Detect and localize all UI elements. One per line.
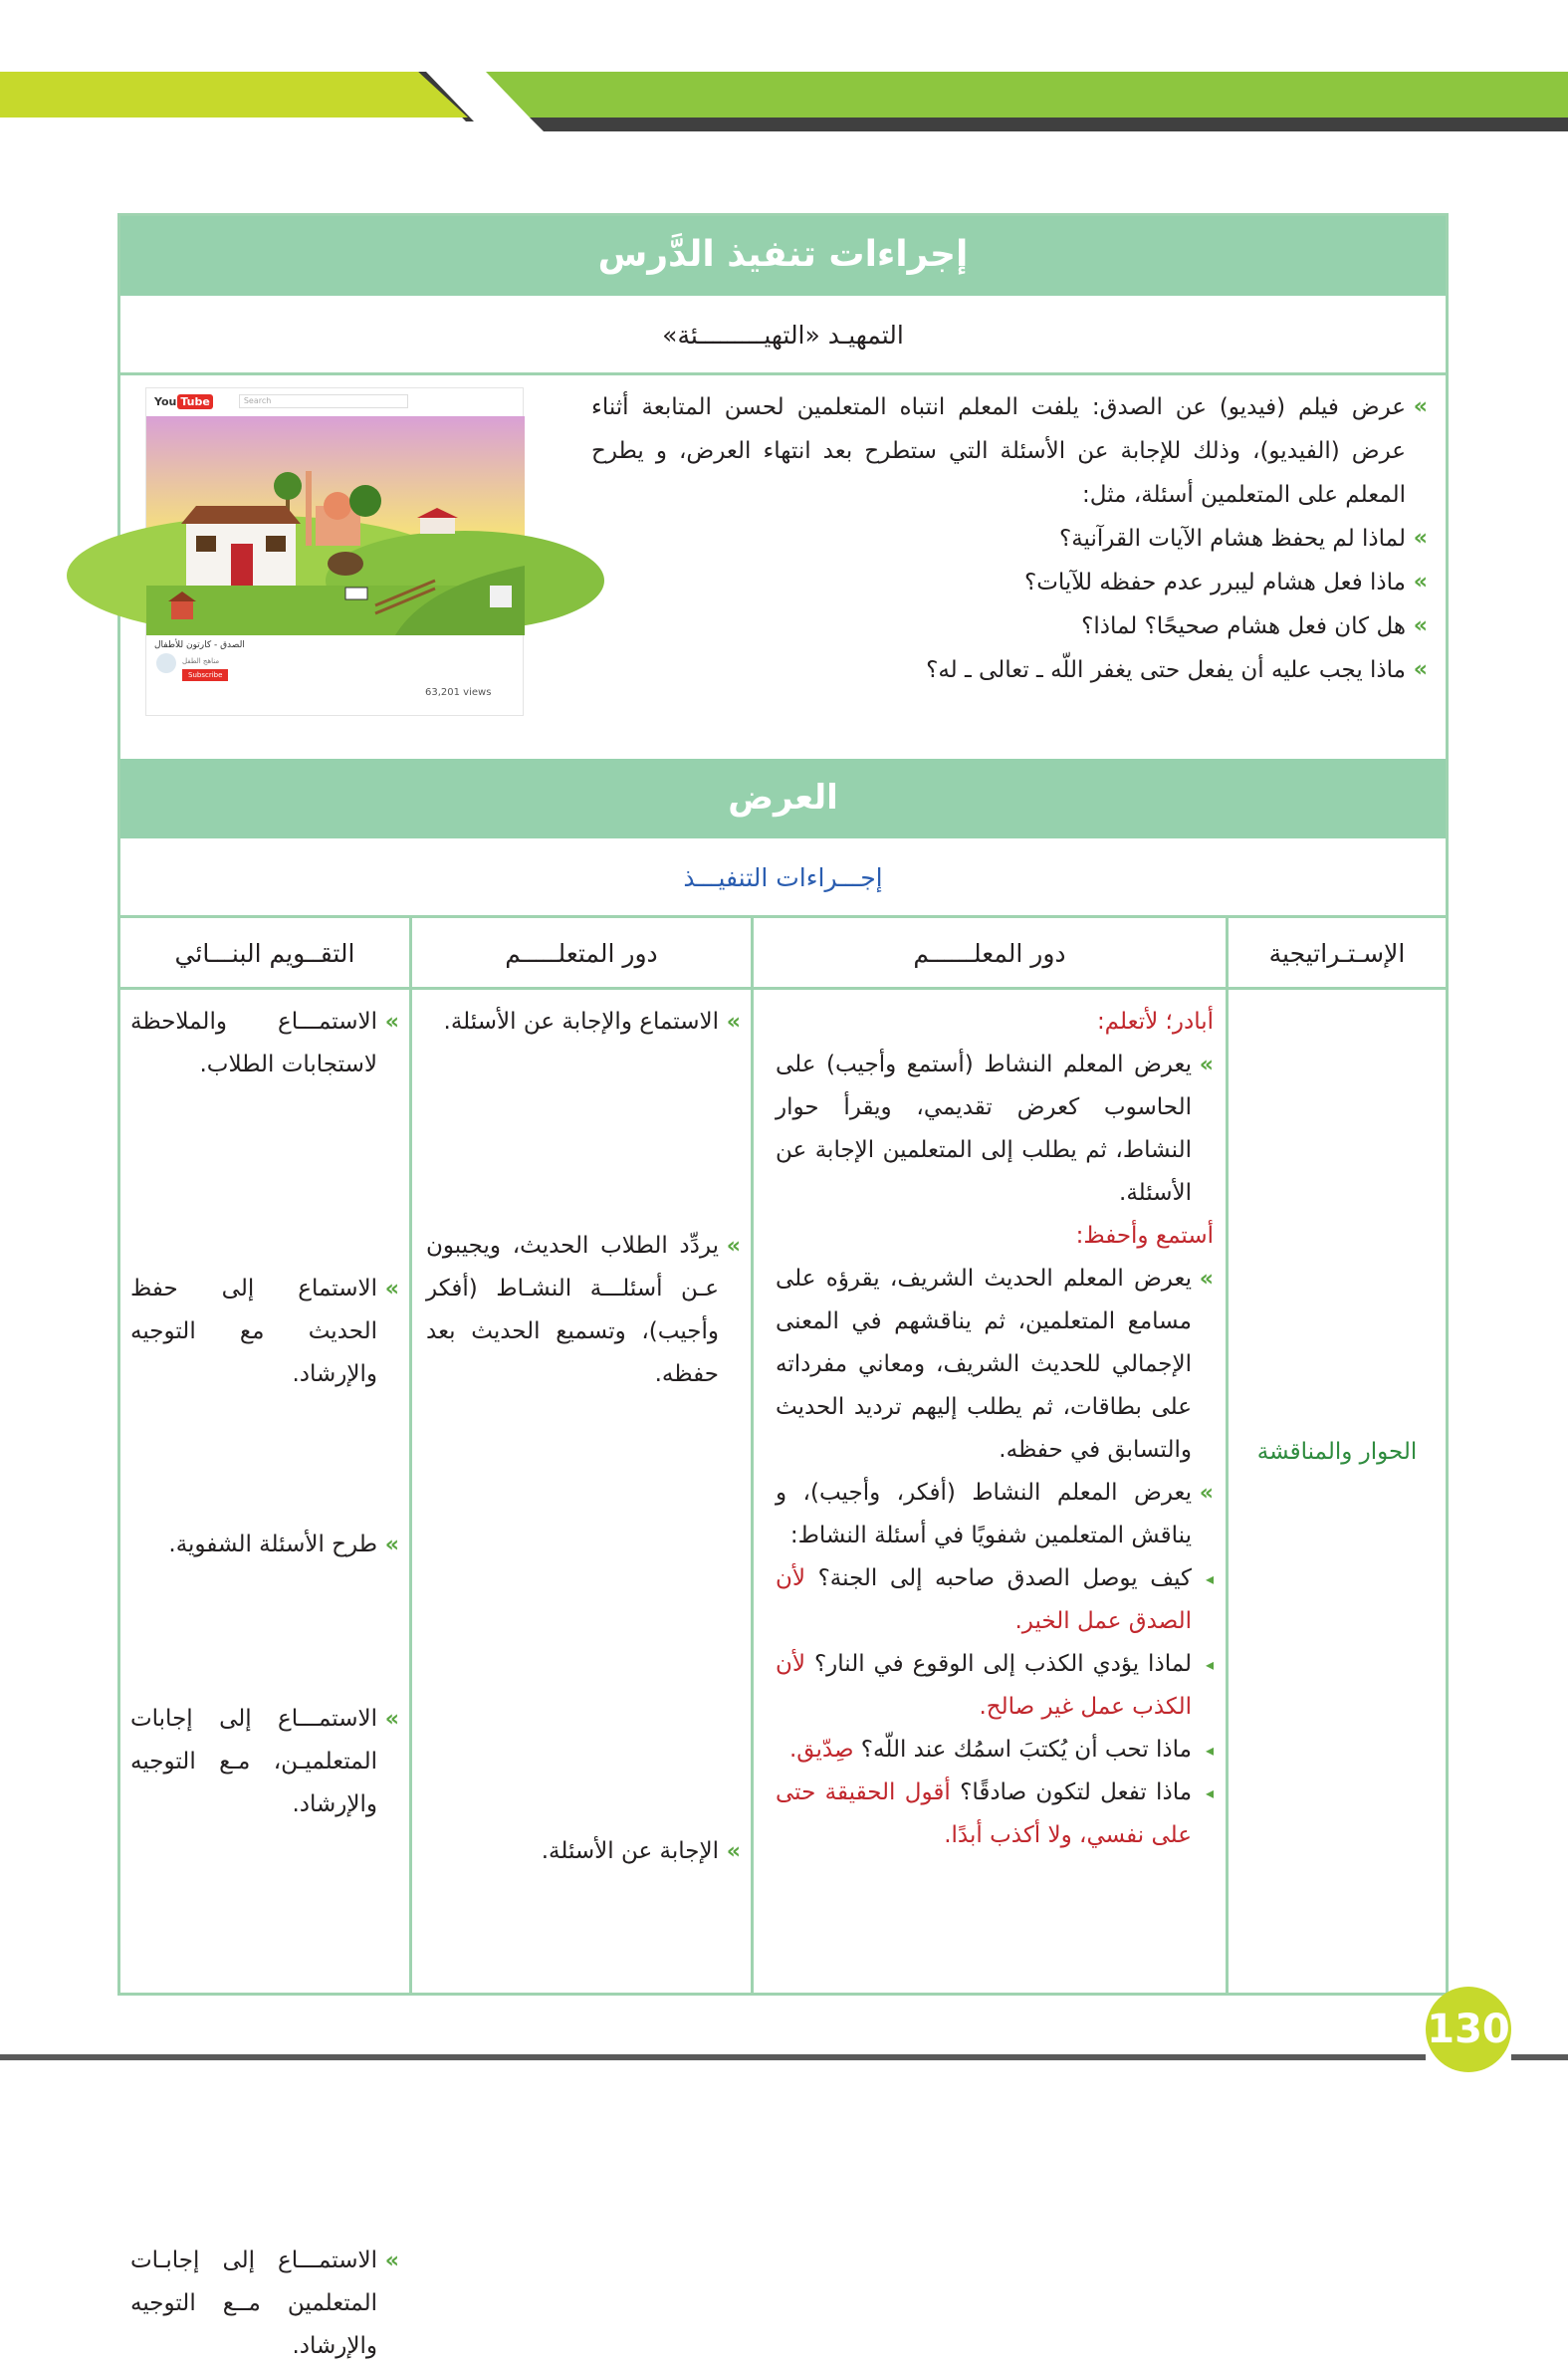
answer-text: لأن الصدق عمل الخير. (776, 1565, 1192, 1634)
intro-paragraph-text: عرض فيلم (فيديو) عن الصدق: يلفت المعلم انتباه المتعلمين لحسن المتابعة أثناء عرض (الفيديو)، وذلك للإجابة عن الأسئلة التي ستطرح بعد انتهاء العرض، و يطرح المعلم على المتعلمين أسئلة، مثل: (591, 394, 1406, 508)
chevron-icon: » (726, 1234, 741, 1259)
intro-question-text: لماذا لم يحفظ هشام الآيات القرآنية؟ (1059, 526, 1406, 552)
intro-subheading: التمهيـد «التهيـــــــــئة» (120, 296, 1446, 375)
procedures-table (120, 918, 1446, 2359)
chevron-icon: » (384, 1707, 399, 1732)
strategy-cell (1229, 993, 1446, 1996)
intro-question (591, 648, 1428, 692)
assessment-item-text: الاستمـــاع إلى إجابـات المتعلمين مــع التوجيه والإرشاد. (130, 2248, 377, 2359)
chevron-icon: » (1413, 613, 1428, 638)
discussion-question (776, 1643, 1214, 1729)
chevron-icon: » (1413, 570, 1428, 594)
discussion-question (776, 1729, 1214, 1772)
assessment-item (130, 2240, 399, 2368)
execution-procedures-subheading: إجـــراءات التنفيـــذ (120, 838, 1446, 918)
teacher-item (776, 1258, 1214, 1472)
teacher-role-cell (754, 993, 1226, 1996)
column-header-strategy: الإسـتـراتيجية (1268, 939, 1406, 968)
intro-text (591, 385, 1428, 692)
bottom-rule (1511, 2054, 1568, 2060)
learner-role-cell (412, 993, 751, 1996)
heading-initiate-to-learn: أبادر؛ لأتعلم: (1096, 1009, 1214, 1035)
presentation-header: العرض (120, 759, 1446, 838)
assessment-item-text: الاستمـــاع والملاحظة لاستجابات الطلاب. (130, 1009, 377, 1077)
assessment-item-text: الاستماع إلى حفظ الحديث مع التوجيه والإرشاد. (130, 1276, 377, 1387)
assessment-item-text: الاستمـــاع إلى إجابات المتعلميـن، مـع التوجيه والإرشاد. (130, 1706, 377, 1817)
channel-avatar[interactable] (156, 653, 176, 673)
teacher-item-text: يعرض المعلم النشاط (أستمع وأجيب) على الحاسوب كعرض تقديمي، ويقرأ حوار النشاط، ثم يطلب إلى المتعلمين الإجابة عن الأسئلة. (776, 1052, 1192, 1206)
column-header-assessment: التقــويم البنـــائي (174, 939, 355, 968)
chevron-icon: » (1199, 1053, 1214, 1077)
lesson-frame (117, 213, 1449, 2359)
chevron-icon: » (384, 1010, 399, 1035)
intro-question (591, 561, 1428, 604)
top-decor-bar-left (0, 72, 468, 118)
assessment-item (130, 1698, 399, 1826)
assessment-item (130, 1268, 399, 1396)
answer-text: لأن الكذب عمل غير صالح. (776, 1651, 1192, 1720)
youtube-logo (154, 394, 213, 409)
question-text: ماذا تحب أن يُكتبَ اسمُك عند اللّه؟ (860, 1737, 1192, 1763)
top-decor-bar-right (486, 72, 1568, 118)
video-title[interactable]: الصدق - كارتون للأطفال (154, 640, 245, 650)
teacher-item (776, 1472, 1214, 1557)
triangle-bullet-icon: ◂ (1205, 1655, 1214, 1674)
youtube-search-input[interactable]: Search (239, 394, 408, 408)
learner-item-text: يردِّد الطلاب الحديث، ويجيبون عـن أسئلـــة النشـاط (أفكر وأجيب)، وتسميع الحديث بعد حفظه. (426, 1233, 719, 1387)
cartoon-scene-image[interactable] (146, 416, 523, 635)
chevron-icon: » (1199, 1267, 1214, 1292)
triangle-bullet-icon: ◂ (1205, 1783, 1214, 1802)
question-text: لماذا يؤدي الكذب إلى الوقوع في النار؟ (813, 1651, 1193, 1677)
assessment-item (130, 1001, 399, 1086)
triangle-bullet-icon: ◂ (1205, 1569, 1214, 1588)
learner-item-text: الاستماع والإجابة عن الأسئلة. (443, 1009, 719, 1035)
channel-name[interactable]: مناهج الطفل (182, 657, 220, 665)
column-header-learner-role: دور المتعلـــــم (505, 939, 658, 968)
intro-question (591, 604, 1428, 648)
youtube-logo-you: You (154, 394, 177, 408)
heading-listen-memorize: أستمع وأحفظ: (1075, 1223, 1214, 1249)
learner-item (426, 1225, 741, 1396)
answer-text: صِدّيق. (788, 1737, 854, 1763)
strategy-value: الحوار والمناقشة (1256, 1439, 1418, 1465)
question-text: ماذا تفعل لتكون صادقًا؟ (960, 1779, 1193, 1805)
intro-question (591, 517, 1428, 561)
column-header-teacher-role: دور المعلــــــم (913, 939, 1066, 968)
chevron-icon: » (1413, 526, 1428, 551)
chevron-icon: » (1199, 1481, 1214, 1506)
answer-text: أقول الحقيقة حتى على نفسي، ولا أكذب أبدًا. (776, 1779, 1192, 1848)
intro-paragraph (591, 385, 1428, 517)
learner-item-text: الإجابة عن الأسئلة. (541, 1838, 719, 1864)
intro-section (120, 375, 1446, 759)
teacher-item (776, 1044, 1214, 1215)
intro-question-text: ماذا يجب عليه أن يفعل حتى يغفر اللّه ـ تعالى ـ له؟ (926, 657, 1406, 683)
table-header-row (120, 918, 1446, 990)
learner-item (426, 1001, 741, 1044)
learner-item (426, 1830, 741, 1873)
assessment-item-text: طرح الأسئلة الشفوية. (168, 1532, 377, 1557)
teacher-role-content (776, 1001, 1214, 1857)
assessment-item (130, 1524, 399, 1566)
subscribe-button[interactable]: Subscribe (182, 669, 228, 681)
discussion-question (776, 1557, 1214, 1643)
lesson-procedures-header: إجراءات تنفيذ الدَّرس (120, 216, 1446, 296)
top-decor-shadow-right (486, 118, 1568, 131)
cartoon-scene-svg (146, 416, 525, 635)
chevron-icon: » (1413, 394, 1428, 419)
chevron-icon: » (726, 1839, 741, 1864)
question-text: كيف يوصل الصدق صاحبه إلى الجنة؟ (817, 1565, 1192, 1591)
chevron-icon: » (726, 1010, 741, 1035)
view-count: 63,201 views (425, 687, 492, 698)
chevron-icon: » (384, 1277, 399, 1302)
teacher-item-text: يعرض المعلم الحديث الشريف، يقرؤه على مسامع المتعلمين، ثم يناقشهم في المعنى الإجمالي للحديث الشريف، ومعاني مفرداته على بطاقات، ثم يطلب إليهم ترديد الحديث والتسابق في حفظه. (776, 1266, 1192, 1463)
discussion-question (776, 1772, 1214, 1857)
chevron-icon: » (1413, 657, 1428, 682)
assessment-cell (120, 993, 409, 2359)
page-number: 130 (1426, 1987, 1511, 2072)
intro-question-text: ماذا فعل هشام ليبرر عدم حفظه للآيات؟ (1023, 570, 1406, 595)
youtube-top-bar (146, 388, 523, 414)
bottom-rule (0, 2054, 1426, 2060)
chevron-icon: » (384, 1533, 399, 1557)
youtube-logo-tube: Tube (177, 394, 212, 409)
teacher-item-text: يعرض المعلم النشاط (أفكر، وأجيب)، و يناقش المتعلمين شفويًا في أسئلة النشاط: (776, 1480, 1192, 1548)
chevron-icon: » (384, 2249, 399, 2273)
triangle-bullet-icon: ◂ (1205, 1741, 1214, 1760)
intro-question-text: هل كان فعل هشام صحيحًا؟ لماذا؟ (1081, 613, 1406, 639)
video-thumbnail[interactable] (145, 387, 524, 716)
